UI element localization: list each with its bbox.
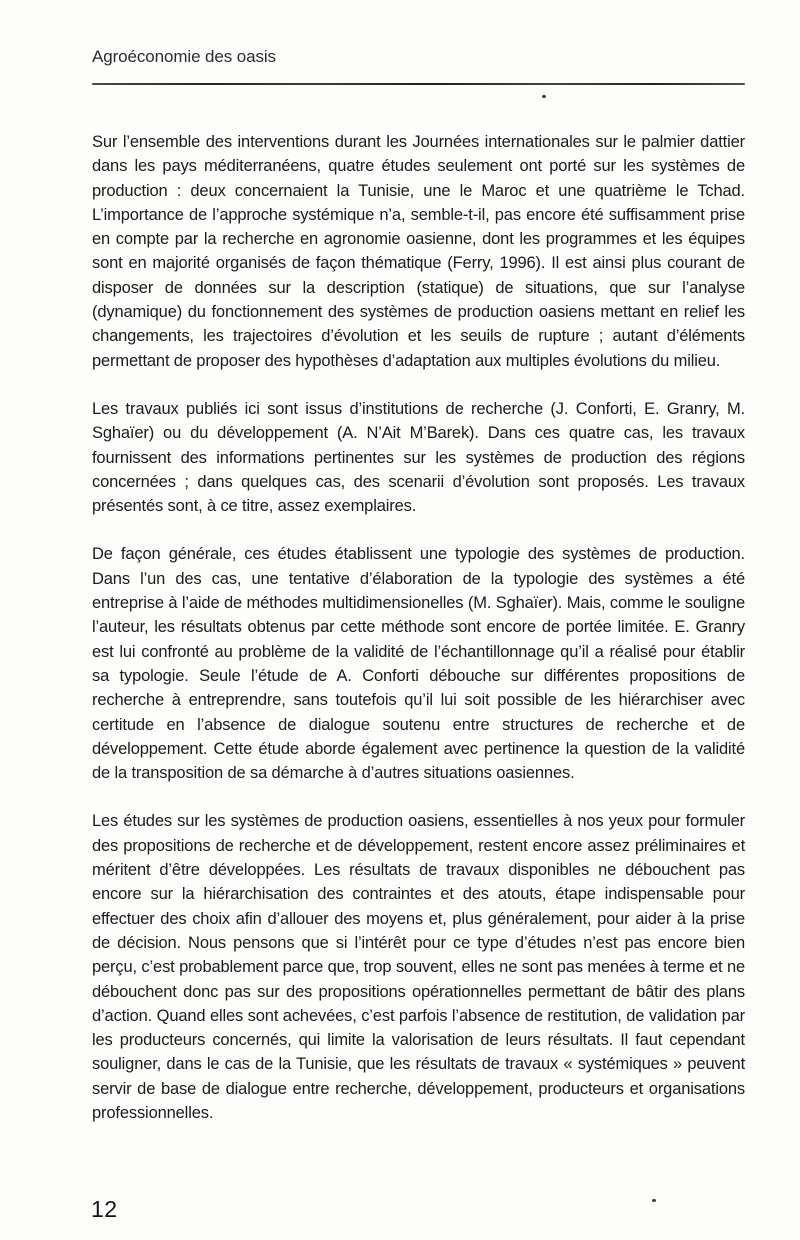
paragraph: Sur l’ensemble des interventions durant les Journées internationales sur le palmier dattier dans les pays méditerranéens, quatre études seulement ont porté sur les systèmes de production : deux concernaient la Tunisie, une le Maroc et une quatrième le Tchad. L’importance de l’approche systémique n’a, semble-t-il, pas encore été suffisamment prise en compte par la recherche en agronomie oasienne, dont les programmes et les équipes sont en majorité organisés de façon thématique (Ferry, 1996). Il est ainsi plus courant de disposer de données sur la description (statique) de situations, que sur l’analyse (dynamique) du fonctionnement des systèmes de production oasiens mettant en relief les changements, les trajectoires d’évolution et les seuils de rupture ; autant d’éléments permettant de proposer des hypothèses d’adaptation aux multiples évolutions du milieu.: [92, 133, 745, 370]
paragraph: Les études sur les systèmes de production oasiens, essentielles à nos yeux pour formuler des propositions de recherche et de développement, restent encore assez préliminaires et méritent d’être développées. Les résultats de travaux disponibles ne débouchent pas encore sur la hiérarchisation des contraintes et des atouts, étape indispensable pour effectuer des choix afin d’allouer des moyens et, plus généralement, pour aider à la prise de décision. Nous pensons que si l’intérêt pour ce type d’études n’est pas encore bien perçu, c’est probablement parce que, trop souvent, elles ne sont pas menées à terme et ne débouchent donc pas sur des propositions opérationnelles permettant de bâtir des plans d’action. Quand elles sont achevées, c’est parfois l’absence de restitution, de validation par les producteurs concernés, qui limite la valorisation de leurs résultats. Il faut cependant souligner, dans le cas de la Tunisie, que les résultats de travaux « systémiques » peuvent servir de base de dialogue entre recherche, développement, producteurs et organisations professionnelles.: [92, 812, 745, 1122]
header-rule: [92, 83, 745, 85]
paragraph: Les travaux publiés ici sont issus d’institutions de recherche (J. Conforti, E. Granry, M. Sghaïer) ou du développement (A. N’Ait M’Barek). Dans ces quatre cas, les travaux fournissent des informations pertinentes sur les systèmes de production des régions concernées ; dans quelques cas, des scenarii d’évolution sont proposés. Les travaux présentés sont, à ce titre, assez exemplaires.: [92, 399, 745, 516]
page-body: [92, 130, 745, 1125]
running-header: Agroéconomie des oasis: [92, 47, 276, 66]
paragraph: De façon générale, ces études établissent une typologie des systèmes de production. Dans l’un des cas, une tentative d’élaboration de la typologie des systèmes a été entreprise à l’aide de méthodes multidimensionelles (M. Sghaïer). Mais, comme le souligne l’auteur, les résultats obtenus par cette méthode sont encore de portée limitée. E. Granry est lui confronté au problème de la validité de l’échantillonnage qu’il a réalisé pour établir sa typologie. Seule l’étude de A. Conforti débouche sur différentes propositions de recherche à entreprendre, sans toutefois qu’il lui soit possible de les hiérarchiser avec certitude en l’absence de dialogue soutenu entre structures de recherche et de développement. Cette étude aborde également avec pertinence la question de la validité de la transposition de sa démarche à d’autres situations oasiennes.: [92, 545, 745, 783]
scan-speck: [542, 95, 546, 98]
scan-speck: [652, 1199, 656, 1202]
page-number: 12: [91, 1196, 118, 1222]
